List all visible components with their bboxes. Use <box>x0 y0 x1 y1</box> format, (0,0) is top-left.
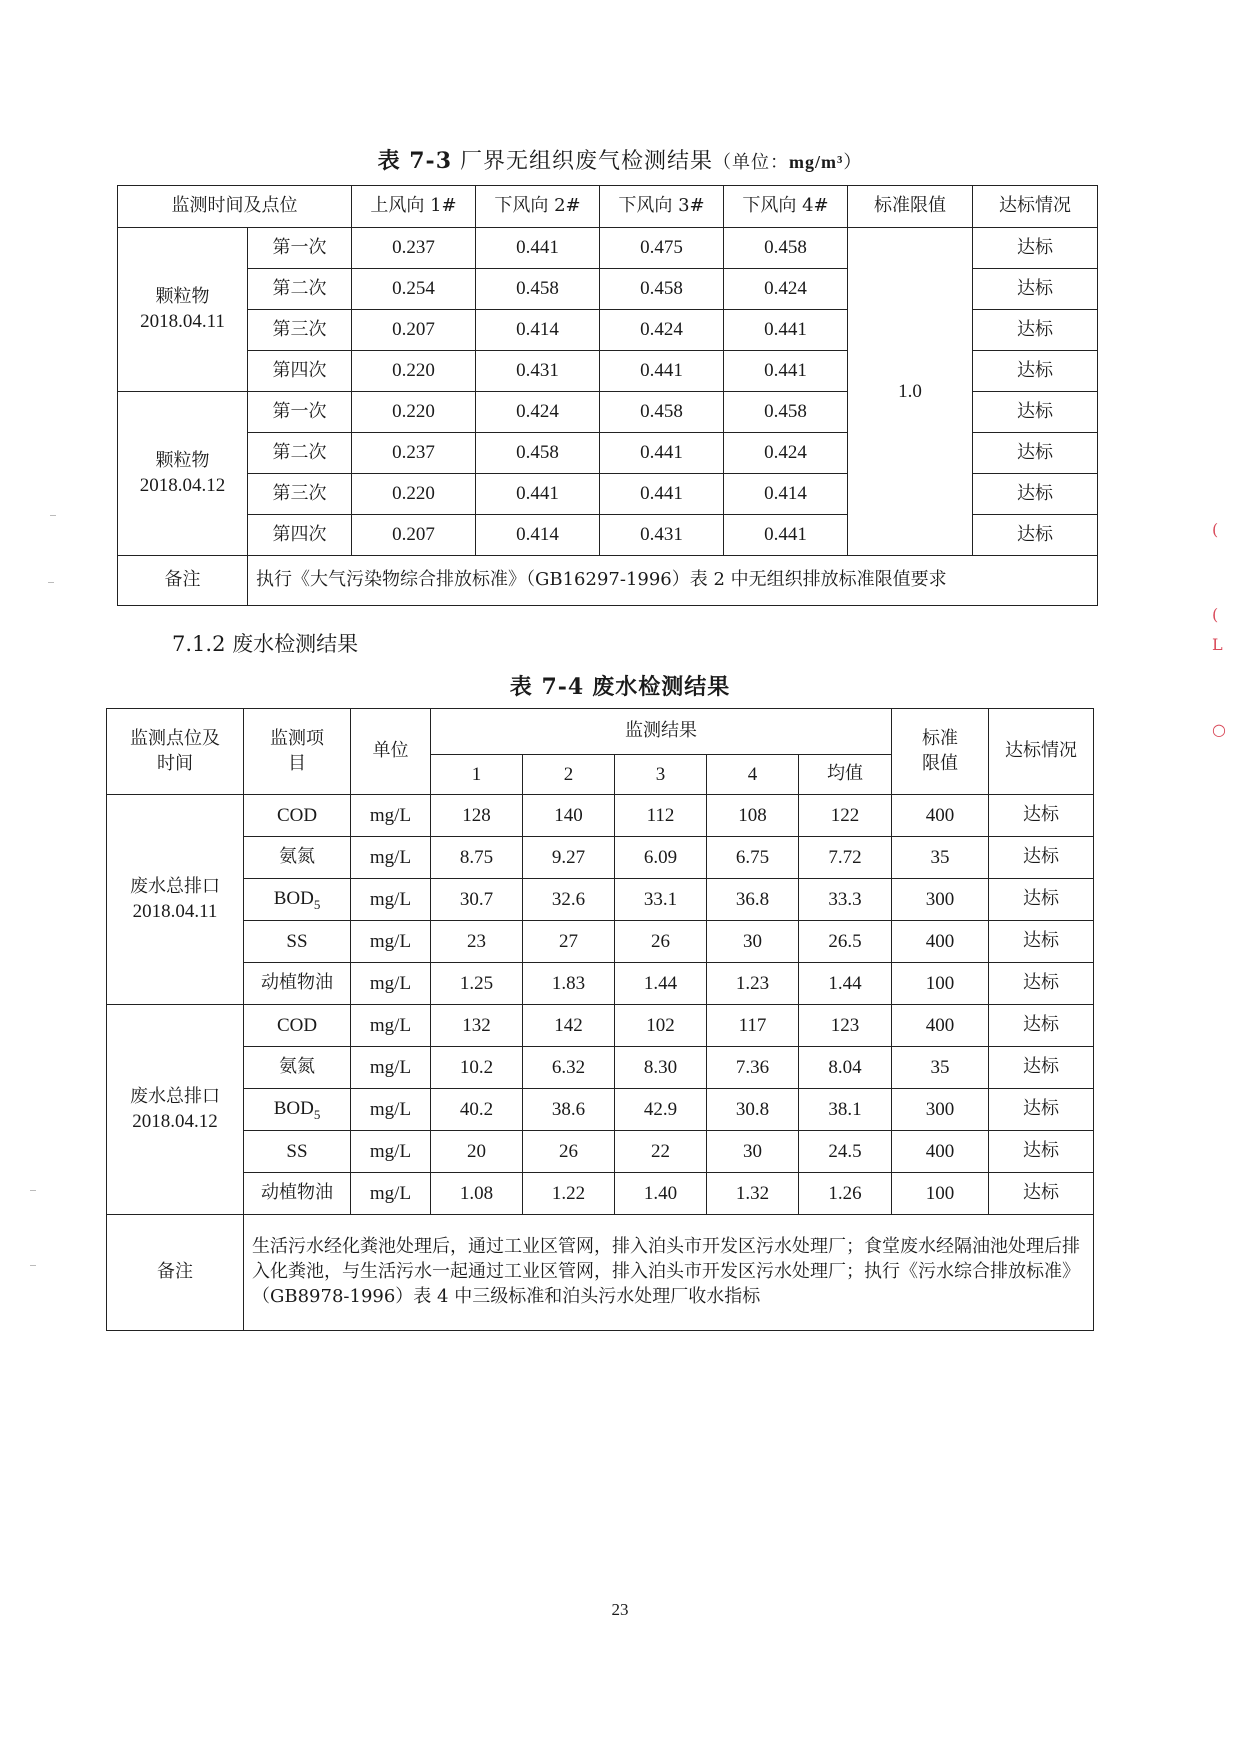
sub-column-header: 1 <box>431 755 523 795</box>
item-cell <box>244 1005 351 1047</box>
measurement-cell: 27 <box>523 921 615 963</box>
measurement-cell: 0.424 <box>600 310 724 351</box>
measurement-cell: 0.458 <box>600 269 724 310</box>
measurement-cell: 42.9 <box>615 1089 707 1131</box>
sample-label: 第四次 <box>248 515 352 556</box>
sample-label: 第三次 <box>248 310 352 351</box>
table-7-3 <box>117 185 1098 606</box>
table-row <box>107 921 1094 963</box>
measurement-cell: 1.83 <box>523 963 615 1005</box>
sample-label: 第三次 <box>248 474 352 515</box>
measurement-cell: 26.5 <box>799 921 892 963</box>
measurement-cell: 0.237 <box>352 433 476 474</box>
standard-limit-cell: 35 <box>892 837 989 879</box>
measurement-cell: 1.25 <box>431 963 523 1005</box>
standard-limit-cell: 400 <box>892 795 989 837</box>
unit-cell: mg/L <box>351 879 431 921</box>
measurement-cell: 10.2 <box>431 1047 523 1089</box>
measurement-cell: 0.441 <box>476 228 600 269</box>
table-row <box>107 1131 1094 1173</box>
measurement-cell: 0.220 <box>352 351 476 392</box>
scan-mark <box>48 582 54 583</box>
measurement-cell: 0.441 <box>724 351 848 392</box>
measurement-cell: 0.207 <box>352 515 476 556</box>
stamp-edge-mark: ○ <box>1212 720 1226 739</box>
item-name: 氨氮 <box>279 1056 315 1078</box>
measurement-cell: 6.32 <box>523 1047 615 1089</box>
sub-column-header: 3 <box>615 755 707 795</box>
measurement-cell: 140 <box>523 795 615 837</box>
item-name: SS <box>286 1140 308 1162</box>
measurement-cell: 0.441 <box>600 433 724 474</box>
measurement-cell: 0.475 <box>600 228 724 269</box>
item-cell <box>244 837 351 879</box>
group-name: 废水总排口 <box>130 875 220 897</box>
scan-mark <box>30 1190 36 1191</box>
unit-cell: mg/L <box>351 963 431 1005</box>
column-header: 达标情况 <box>973 186 1098 228</box>
measurement-cell: 33.3 <box>799 879 892 921</box>
page-number: 23 <box>611 1600 629 1619</box>
status-cell: 达标 <box>989 1131 1094 1173</box>
stamp-edge-mark: L <box>1212 635 1223 654</box>
status-cell: 达标 <box>989 1089 1094 1131</box>
item-name: BOD <box>273 1097 314 1119</box>
sample-label: 第二次 <box>248 269 352 310</box>
header-text: 监测项目 <box>270 728 324 774</box>
table-7-4-caption <box>0 670 1240 701</box>
measurement-cell: 0.220 <box>352 474 476 515</box>
table-row <box>107 1005 1094 1047</box>
table-row <box>107 837 1094 879</box>
table-row <box>107 795 1094 837</box>
status-cell: 达标 <box>973 351 1098 392</box>
sub-column-header: 4 <box>707 755 799 795</box>
status-cell: 达标 <box>989 879 1094 921</box>
sample-label: 第一次 <box>248 392 352 433</box>
measurement-cell: 0.441 <box>600 474 724 515</box>
measurement-cell: 6.09 <box>615 837 707 879</box>
group-label <box>118 392 248 556</box>
item-cell <box>244 1173 351 1215</box>
scan-mark <box>50 515 56 516</box>
status-cell: 达标 <box>989 1005 1094 1047</box>
measurement-cell: 0.237 <box>352 228 476 269</box>
unit-cell: mg/L <box>351 1047 431 1089</box>
measurement-cell: 0.458 <box>476 433 600 474</box>
item-subscript: 5 <box>313 1106 321 1122</box>
status-cell: 达标 <box>989 795 1094 837</box>
measurement-cell: 1.32 <box>707 1173 799 1215</box>
sub-column-header: 均值 <box>799 755 892 795</box>
item-cell <box>244 1131 351 1173</box>
measurement-cell: 132 <box>431 1005 523 1047</box>
measurement-cell: 0.414 <box>476 515 600 556</box>
table-header-row <box>107 709 1094 755</box>
column-header: 标准限值 <box>848 186 973 228</box>
measurement-cell: 1.22 <box>523 1173 615 1215</box>
caption-unit <box>713 152 862 173</box>
measurement-cell: 0.431 <box>600 515 724 556</box>
status-cell: 达标 <box>973 228 1098 269</box>
standard-limit-cell: 300 <box>892 1089 989 1131</box>
measurement-cell: 1.40 <box>615 1173 707 1215</box>
status-cell: 达标 <box>989 1047 1094 1089</box>
caption-title: 厂界无组织废气检测结果 <box>460 149 714 174</box>
measurement-cell: 30.7 <box>431 879 523 921</box>
column-header: 单位 <box>351 709 431 795</box>
header-text: 达标情况 <box>1005 740 1078 762</box>
measurement-cell: 30 <box>707 921 799 963</box>
caption-title: 废水检测结果 <box>592 674 731 700</box>
caption-prefix: 表 7-3 <box>377 148 452 174</box>
measurement-cell: 112 <box>615 795 707 837</box>
table-row <box>107 963 1094 1005</box>
group-name: 颗粒物 <box>155 285 210 307</box>
item-cell <box>244 795 351 837</box>
measurement-cell: 0.441 <box>600 351 724 392</box>
measurement-cell: 40.2 <box>431 1089 523 1131</box>
sub-column-header: 2 <box>523 755 615 795</box>
group-date: 2018.04.12 <box>132 1110 218 1132</box>
item-name: 氨氮 <box>279 846 315 868</box>
item-name: COD <box>276 1014 318 1036</box>
measurement-cell: 123 <box>799 1005 892 1047</box>
measurement-cell: 142 <box>523 1005 615 1047</box>
standard-limit-cell: 35 <box>892 1047 989 1089</box>
measurement-cell: 23 <box>431 921 523 963</box>
item-cell <box>244 921 351 963</box>
unit-cell: mg/L <box>351 795 431 837</box>
measurement-cell: 8.04 <box>799 1047 892 1089</box>
unit-cell: mg/L <box>351 1005 431 1047</box>
measurement-cell: 0.207 <box>352 310 476 351</box>
measurement-cell: 7.72 <box>799 837 892 879</box>
scan-mark <box>30 1265 36 1266</box>
measurement-cell: 38.6 <box>523 1089 615 1131</box>
column-header: 监测时间及点位 <box>118 186 352 228</box>
measurement-cell: 102 <box>615 1005 707 1047</box>
measurement-cell: 26 <box>615 921 707 963</box>
status-cell: 达标 <box>989 963 1094 1005</box>
column-header <box>989 709 1094 795</box>
measurement-cell: 0.458 <box>724 392 848 433</box>
measurement-cell: 0.424 <box>724 433 848 474</box>
measurement-cell: 128 <box>431 795 523 837</box>
stamp-edge-mark: ( <box>1212 520 1219 539</box>
measurement-cell: 1.23 <box>707 963 799 1005</box>
status-cell: 达标 <box>989 921 1094 963</box>
sample-label: 第二次 <box>248 433 352 474</box>
status-cell: 达标 <box>989 837 1094 879</box>
unit-cell: mg/L <box>351 837 431 879</box>
standard-limit-cell: 400 <box>892 1005 989 1047</box>
column-header: 下风向 2# <box>476 186 600 228</box>
column-header: 下风向 4# <box>724 186 848 228</box>
standard-limit-cell: 400 <box>892 921 989 963</box>
status-cell: 达标 <box>973 515 1098 556</box>
unit-value: mg/m³ <box>789 152 844 172</box>
status-cell: 达标 <box>973 474 1098 515</box>
note-row <box>118 556 1098 606</box>
measurement-cell: 1.08 <box>431 1173 523 1215</box>
group-date: 2018.04.11 <box>132 900 218 922</box>
table-row <box>107 1173 1094 1215</box>
measurement-cell: 24.5 <box>799 1131 892 1173</box>
header-text: 监测点位及时间 <box>130 728 220 774</box>
standard-limit-cell: 1.0 <box>848 228 973 556</box>
group-date: 2018.04.12 <box>139 474 226 496</box>
group-label <box>118 228 248 392</box>
measurement-cell: 38.1 <box>799 1089 892 1131</box>
item-cell <box>244 879 351 921</box>
item-name: 动植物油 <box>261 972 333 994</box>
measurement-cell: 117 <box>707 1005 799 1047</box>
measurement-cell: 7.36 <box>707 1047 799 1089</box>
column-header <box>892 709 989 795</box>
table-row <box>107 879 1094 921</box>
measurement-cell: 1.44 <box>615 963 707 1005</box>
measurement-cell: 9.27 <box>523 837 615 879</box>
unit-open: （单位： <box>713 152 790 173</box>
measurement-cell: 108 <box>707 795 799 837</box>
measurement-cell: 0.424 <box>724 269 848 310</box>
measurement-cell: 0.441 <box>724 310 848 351</box>
stamp-edge-mark: ( <box>1212 605 1219 624</box>
unit-cell: mg/L <box>351 921 431 963</box>
caption-prefix: 表 7-4 <box>509 674 585 700</box>
measurement-cell: 8.30 <box>615 1047 707 1089</box>
measurement-cell: 30 <box>707 1131 799 1173</box>
column-header <box>107 709 244 795</box>
table-row <box>107 1047 1094 1089</box>
item-cell <box>244 963 351 1005</box>
column-header <box>244 709 351 795</box>
item-subscript: 5 <box>313 896 321 912</box>
unit-close: ） <box>843 152 863 172</box>
column-header: 上风向 1# <box>352 186 476 228</box>
measurement-cell: 0.424 <box>476 392 600 433</box>
table-7-3-caption <box>0 144 1240 175</box>
measurement-cell: 1.26 <box>799 1173 892 1215</box>
table-header-row <box>118 186 1098 228</box>
item-name: COD <box>276 804 318 826</box>
measurement-cell: 0.458 <box>476 269 600 310</box>
measurement-cell: 0.441 <box>724 515 848 556</box>
status-cell: 达标 <box>973 392 1098 433</box>
measurement-cell: 0.414 <box>724 474 848 515</box>
measurement-cell: 122 <box>799 795 892 837</box>
table-row <box>118 228 1098 269</box>
unit-cell: mg/L <box>351 1089 431 1131</box>
item-cell <box>244 1047 351 1089</box>
measurement-cell: 22 <box>615 1131 707 1173</box>
note-label: 备注 <box>118 556 248 606</box>
column-header: 下风向 3# <box>600 186 724 228</box>
standard-limit-cell: 100 <box>892 963 989 1005</box>
sample-label: 第四次 <box>248 351 352 392</box>
table-7-4 <box>106 708 1094 1331</box>
measurement-cell: 0.458 <box>724 228 848 269</box>
measurement-cell: 0.458 <box>600 392 724 433</box>
sample-label: 第一次 <box>248 228 352 269</box>
header-text: 标准限值 <box>922 728 959 774</box>
group-date: 2018.04.11 <box>140 310 225 332</box>
standard-limit-cell: 100 <box>892 1173 989 1215</box>
status-cell: 达标 <box>973 433 1098 474</box>
group-name: 颗粒物 <box>155 449 210 471</box>
note-text: 生活污水经化粪池处理后，通过工业区管网，排入泊头市开发区污水处理厂；食堂废水经隔油池处理后排入化粪池，与生活污水一起通过工业区管网，排入泊头市开发区污水处理厂；执行《污水综合排放标准》（GB8978-1996）表 4 中三级标准和泊头污水处理厂收水指标 <box>244 1215 1094 1331</box>
measurement-cell: 30.8 <box>707 1089 799 1131</box>
table-row <box>107 1089 1094 1131</box>
standard-limit-cell: 300 <box>892 879 989 921</box>
item-name: BOD <box>273 887 314 909</box>
measurement-cell: 32.6 <box>523 879 615 921</box>
measurement-cell: 0.220 <box>352 392 476 433</box>
item-cell <box>244 1089 351 1131</box>
measurement-cell: 0.414 <box>476 310 600 351</box>
measurement-cell: 36.8 <box>707 879 799 921</box>
standard-limit-cell: 400 <box>892 1131 989 1173</box>
status-cell: 达标 <box>973 269 1098 310</box>
note-row <box>107 1215 1094 1331</box>
measurement-cell: 0.441 <box>476 474 600 515</box>
measurement-cell: 1.44 <box>799 963 892 1005</box>
measurement-cell: 6.75 <box>707 837 799 879</box>
note-label: 备注 <box>107 1215 244 1331</box>
column-header: 监测结果 <box>431 709 892 755</box>
measurement-cell: 8.75 <box>431 837 523 879</box>
unit-cell: mg/L <box>351 1173 431 1215</box>
measurement-cell: 33.1 <box>615 879 707 921</box>
group-label <box>107 795 244 1005</box>
group-label <box>107 1005 244 1215</box>
note-text: 执行《大气污染物综合排放标准》（GB16297-1996）表 2 中无组织排放标准限值要求 <box>248 556 1098 606</box>
section-title: 7.1.2 废水检测结果 <box>172 632 359 656</box>
measurement-cell: 0.254 <box>352 269 476 310</box>
status-cell: 达标 <box>989 1173 1094 1215</box>
measurement-cell: 20 <box>431 1131 523 1173</box>
item-name: SS <box>286 930 308 952</box>
group-name: 废水总排口 <box>130 1085 220 1107</box>
measurement-cell: 0.431 <box>476 351 600 392</box>
status-cell: 达标 <box>973 310 1098 351</box>
item-name: 动植物油 <box>261 1182 333 1204</box>
measurement-cell: 26 <box>523 1131 615 1173</box>
unit-cell: mg/L <box>351 1131 431 1173</box>
